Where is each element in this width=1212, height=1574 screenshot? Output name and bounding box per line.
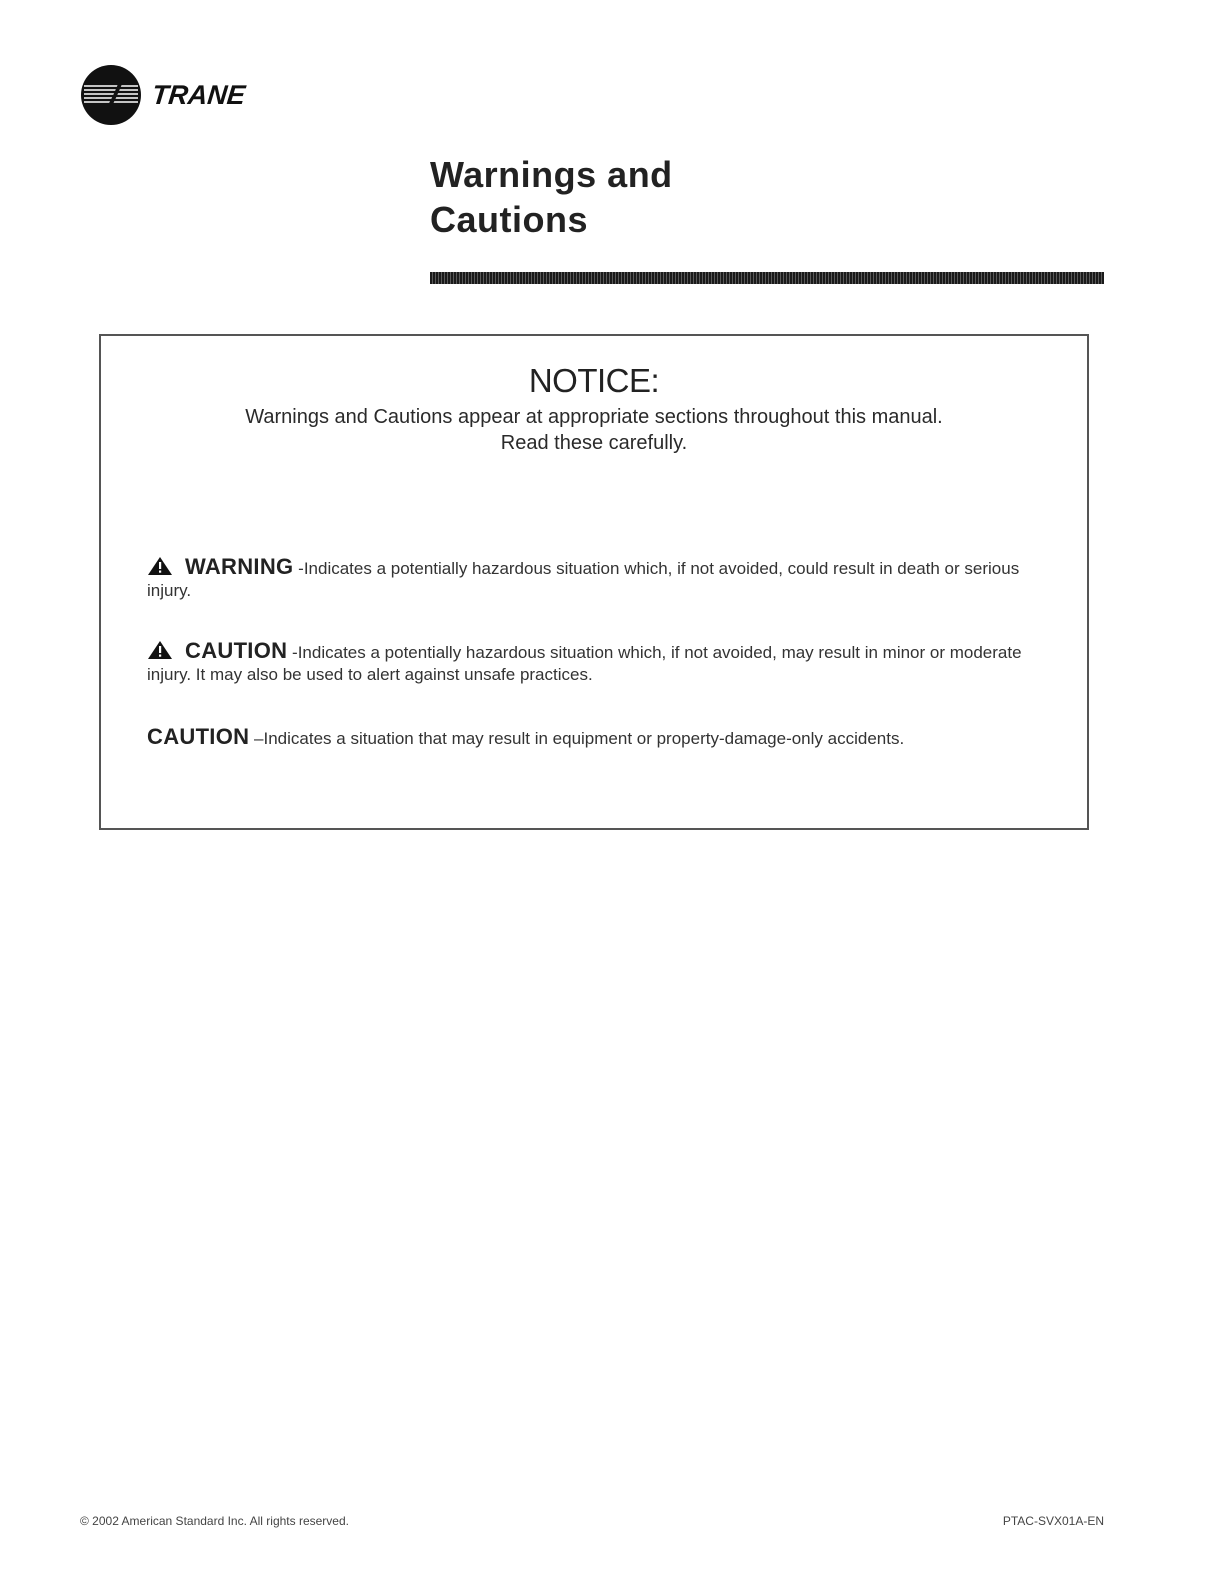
warning-triangle-icon	[147, 556, 173, 576]
notice-heading: NOTICE:	[528, 362, 660, 399]
warning-description: -Indicates a potentially hazardous situation which, if not avoided, could result in death or serious injury.	[147, 559, 1020, 600]
caution-description: -Indicates a potentially hazardous situation which, if not avoided, may result in minor or moderate injury. It may also be used to alert against unsafe practices.	[147, 643, 1022, 684]
warning-triangle-icon	[147, 640, 173, 660]
footer-doc-code: PTAC-SVX01A-EN	[1002, 1514, 1104, 1528]
footer-copyright: © 2002 American Standard Inc. All rights reserved.	[80, 1514, 349, 1528]
trane-globe-icon	[80, 64, 142, 126]
notice-body	[101, 404, 1087, 456]
trane-wordmark: TRANE	[150, 80, 247, 110]
caution-keyword: CAUTION	[185, 638, 288, 663]
warning-keyword: WARNING	[185, 554, 294, 579]
page-title	[430, 152, 673, 242]
title-divider-bar	[430, 272, 1104, 284]
caution-equipment-keyword: CAUTION	[147, 724, 250, 749]
caution-equipment-definition	[147, 726, 1027, 750]
notice-body-line1: Warnings and Cautions appear at appropriate sections throughout this manual.	[245, 406, 943, 428]
page-title-line2: Cautions	[430, 199, 589, 240]
page-title-line1: Warnings and	[430, 154, 673, 195]
caution-definition	[147, 640, 1027, 686]
notice-box	[99, 334, 1089, 830]
trane-logo	[80, 64, 280, 126]
warning-definition	[147, 556, 1027, 602]
notice-body-line2: Read these carefully.	[500, 432, 688, 454]
caution-equipment-description: –Indicates a situation that may result in equipment or property-damage-only accidents.	[249, 729, 905, 748]
